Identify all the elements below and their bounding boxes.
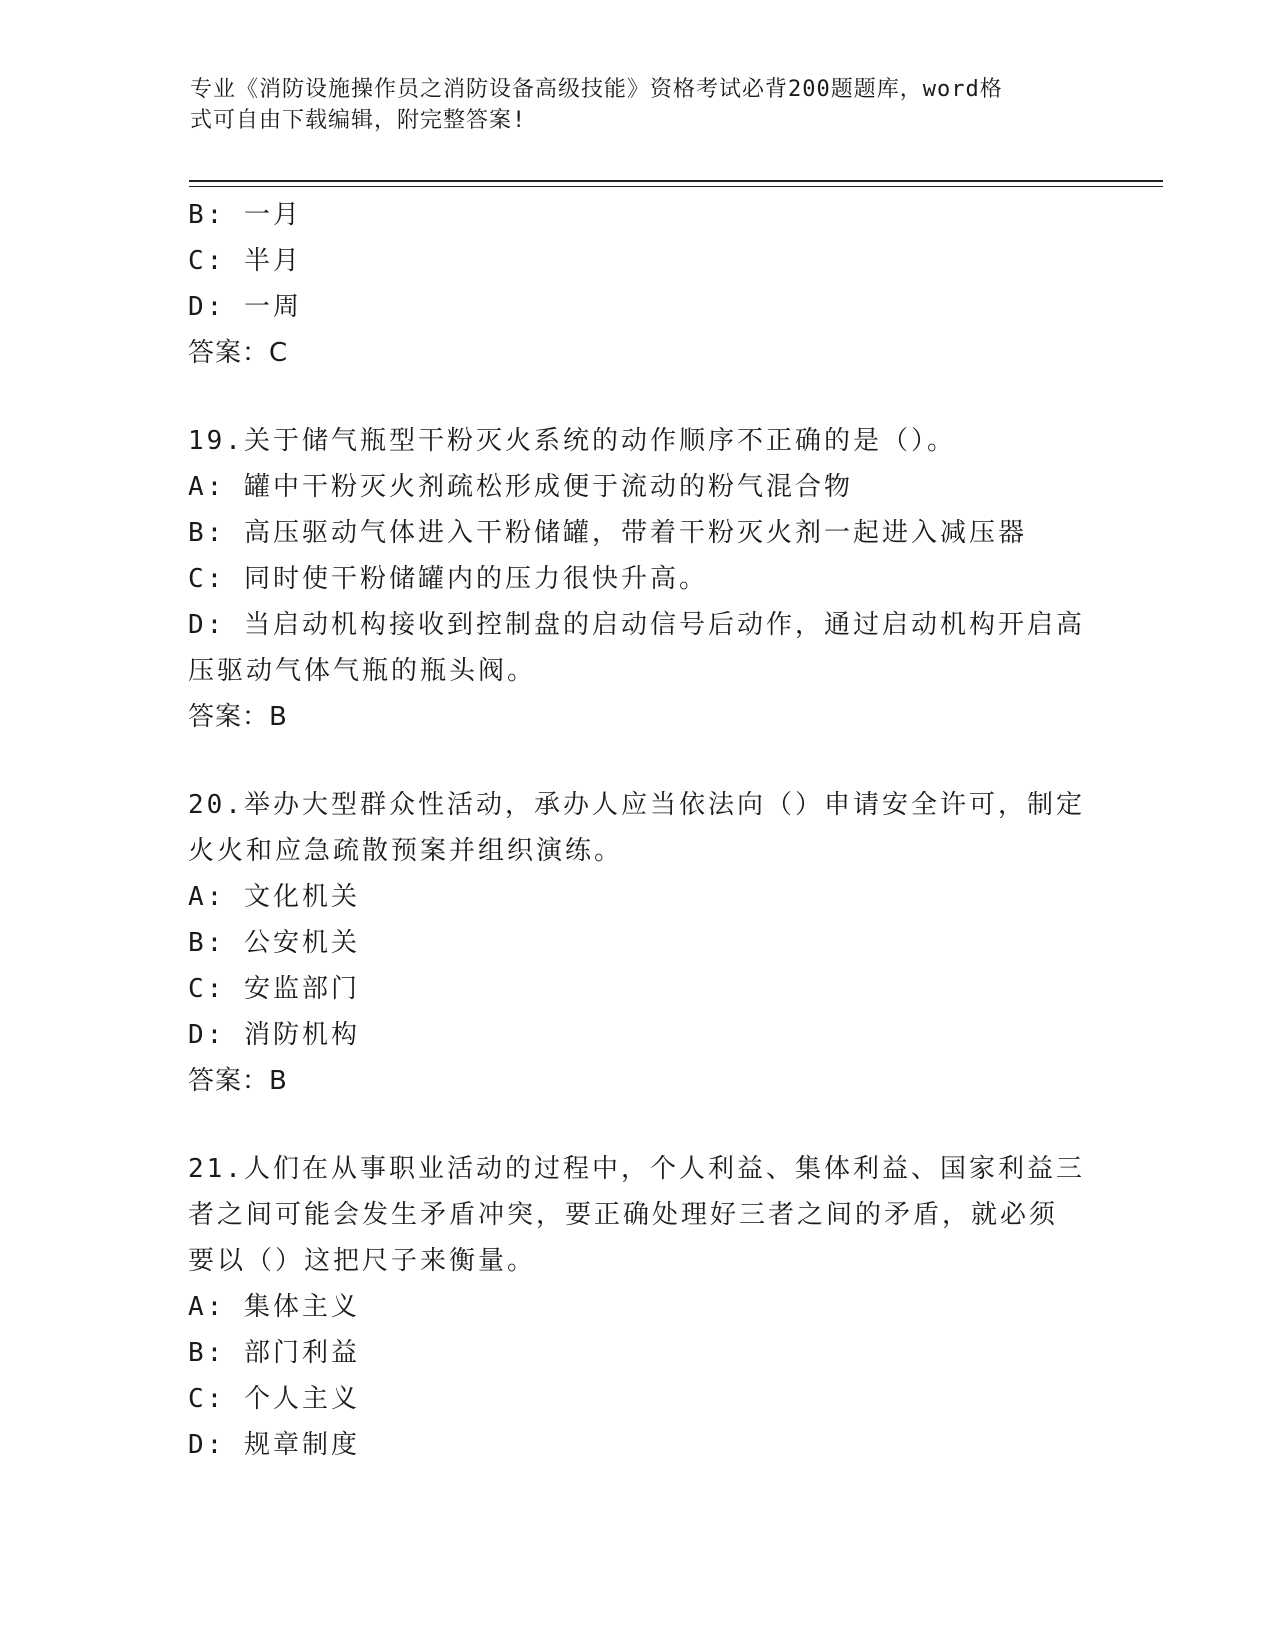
question-stem-line-3: 要以（）这把尺子来衡量。 xyxy=(188,1246,537,1276)
question-list xyxy=(188,192,1088,1468)
option-b: B: 部门利益 xyxy=(188,1338,360,1368)
option-d-continued: 压驱动气体气瓶的瓶头阀。 xyxy=(188,656,537,686)
answer-line: 答案：B xyxy=(188,1066,288,1096)
header-line-2: 式可自由下载编辑，附完整答案! xyxy=(190,108,527,133)
question-20 xyxy=(188,782,1088,1104)
question-21 xyxy=(188,1146,1088,1468)
document-header xyxy=(190,74,1070,136)
option-a: A: 集体主义 xyxy=(188,1292,360,1322)
question-stem-line-2: 火火和应急疏散预案并组织演练。 xyxy=(188,836,624,866)
question-stem: 19.关于储气瓶型干粉灭火系统的动作顺序不正确的是（）。 xyxy=(188,426,956,456)
option-c: C: 半月 xyxy=(188,246,302,276)
spacer xyxy=(188,1104,1088,1146)
option-b: B: 一月 xyxy=(188,200,302,230)
header-divider-thick xyxy=(189,180,1163,182)
question-stem-line-1: 21.人们在从事职业活动的过程中，个人利益、集体利益、国家利益三 xyxy=(188,1154,1085,1184)
question-stem-line-2: 者之间可能会发生矛盾冲突，要正确处理好三者之间的矛盾，就必须 xyxy=(188,1200,1059,1230)
answer-line: 答案：C xyxy=(188,338,289,368)
option-c: C: 个人主义 xyxy=(188,1384,360,1414)
option-c: C: 同时使干粉储罐内的压力很快升高。 xyxy=(188,564,708,594)
option-d: D: 当启动机构接收到控制盘的启动信号后动作，通过启动机构开启高 xyxy=(188,610,1085,640)
spacer xyxy=(188,740,1088,782)
question-18-tail xyxy=(188,192,1088,376)
header-divider-thin xyxy=(189,186,1163,187)
option-d: D: 消防机构 xyxy=(188,1020,360,1050)
spacer xyxy=(188,376,1088,418)
option-b: B: 公安机关 xyxy=(188,928,360,958)
question-19 xyxy=(188,418,1088,740)
option-a: A: 文化机关 xyxy=(188,882,360,912)
option-d: D: 一周 xyxy=(188,292,302,322)
answer-line: 答案：B xyxy=(188,702,288,732)
option-c: C: 安监部门 xyxy=(188,974,360,1004)
header-line-1: 专业《消防设施操作员之消防设备高级技能》资格考试必背200题题库，word格 xyxy=(190,77,1003,102)
question-stem-line-1: 20.举办大型群众性活动，承办人应当依法向（）申请安全许可，制定 xyxy=(188,790,1085,820)
option-b: B: 高压驱动气体进入干粉储罐，带着干粉灭火剂一起进入减压器 xyxy=(188,518,1027,548)
option-a: A: 罐中干粉灭火剂疏松形成便于流动的粉气混合物 xyxy=(188,472,853,502)
option-d: D: 规章制度 xyxy=(188,1430,360,1460)
